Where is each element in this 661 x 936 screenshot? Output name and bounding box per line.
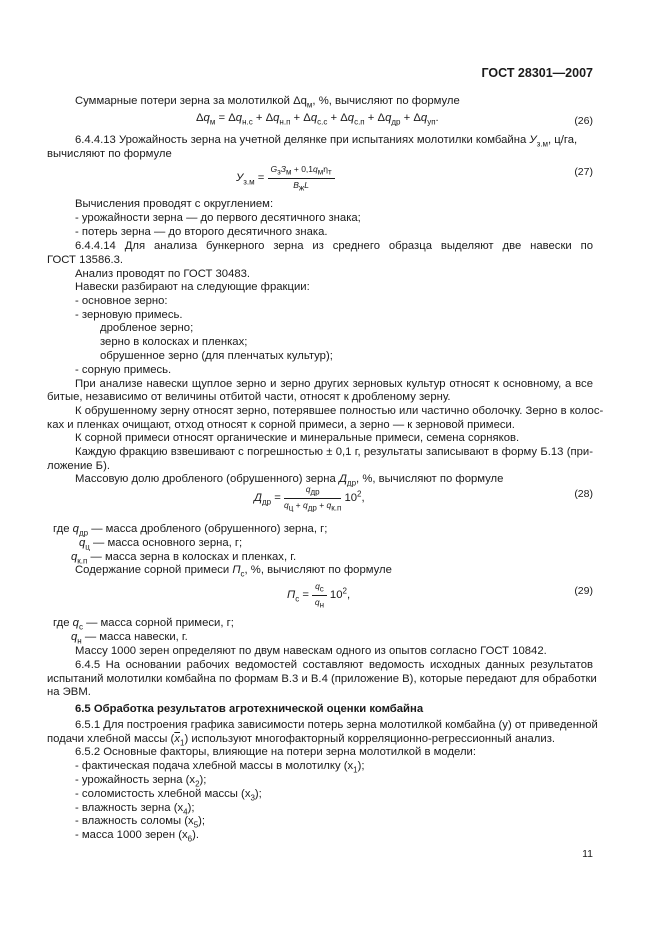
- equation-number: (26): [574, 115, 593, 127]
- where-line: $q_ц$ — масса основного зерна, г;: [79, 537, 243, 552]
- text-line: битые, независимо от величины отбитой части, относят к дробленому зерну.: [47, 391, 451, 403]
- text-line: дробленое зерно;: [100, 322, 194, 334]
- text-line: вычисляют по формуле: [47, 148, 172, 160]
- standard-header: ГОСТ 28301—2007: [481, 66, 593, 80]
- factor-item: - урожайность зерна $(x_2)$;: [75, 774, 207, 789]
- text-line: Массу 1000 зерен определяют по двум навескам одного из опытов согласно ГОСТ 10842.: [75, 645, 547, 657]
- text-line: Содержание сорной примеси $П_с$, %, вычисляют по формуле: [75, 564, 392, 579]
- formula-26: $\Delta q_м = \Delta q_{н.с} + \Delta q_{н.п} + \Delta q_{с.с} + \Delta q_{с.п} + \Delta q_{др} + \Delta q_{уп}$.: [196, 112, 439, 127]
- text-line: Суммарные потери зерна за молотилкой $\Delta q_м$, %, вычисляют по формуле: [75, 95, 460, 110]
- text-line: на ЭВМ.: [47, 686, 91, 698]
- text-line: 6.4.5 На основании рабочих ведомостей составляют ведомость исходных данных результатов: [75, 659, 593, 671]
- section-heading: 6.5 Обработка результатов агротехнической оценки комбайна: [75, 703, 424, 715]
- text-line: - сорную примесь.: [75, 364, 172, 376]
- text-line: испытаний молотилки комбайна по формам В.3 и В.4 (приложение В), которые передают для обработки: [47, 673, 597, 685]
- formula-28: $Д_{др}$ = $\frac{q_{др}}{q_ц + q_{др} + q_{к.п}}$ $10^2$,: [254, 484, 365, 513]
- text-line: - зерновую примесь.: [75, 309, 183, 321]
- text-line: При анализе навески щуплое зерно и зерно других зерновых культур относят к основному, а все: [75, 378, 593, 390]
- where-line: $q_{к.п}$ — масса зерна в колосках и пленках, г.: [71, 551, 297, 566]
- text-line: 6.4.4.13 Урожайность зерна на учетной делянке при испытаниях молотилки комбайна $У_{з.м}$, ц/га,: [75, 134, 578, 149]
- where-line: где $q_{др}$ — масса дробленого (обрушенного) зерна, г;: [53, 523, 328, 538]
- text-line: ках и пленках очищают, отход относят к сорной примеси, а зерно — к зерновой примеси.: [47, 419, 515, 431]
- page-number: 11: [582, 848, 593, 860]
- text-line: К сорной примеси относят органические и минеральные примеси, семена сорняков.: [75, 432, 520, 444]
- text-line: - урожайности зерна — до первого десятичного знака;: [75, 212, 361, 224]
- text-line: ложение Б).: [47, 460, 110, 472]
- text-line: зерно в колосках и пленках;: [100, 336, 248, 348]
- factor-item: - влажность зерна $(x_4)$;: [75, 802, 195, 817]
- factor-item: - фактическая подача хлебной массы в молотилку $(x_1)$;: [75, 760, 365, 775]
- text-line: Навески разбирают на следующие фракции:: [75, 281, 310, 293]
- text-line: 6.5.2 Основные факторы, влияющие на потери зерна молотилкой в модели:: [75, 746, 476, 758]
- equation-number: (28): [574, 488, 593, 500]
- text-line: - основное зерно:: [75, 295, 168, 307]
- text-line: Вычисления проводят с округлением:: [75, 198, 274, 210]
- formula-29: $П_с$ = $\frac{q_с}{q_н}$ $10^2$,: [287, 581, 351, 610]
- equation-number: (27): [574, 166, 593, 178]
- text-line: ГОСТ 13586.3.: [47, 254, 124, 266]
- text-line: 6.4.4.14 Для анализа бункерного зерна из среднего образца выделяют две навески по: [75, 240, 593, 252]
- text-line: Анализ проводят по ГОСТ 30483.: [75, 268, 251, 280]
- factor-item: - масса 1000 зерен $(x_6)$.: [75, 829, 199, 844]
- text-line: Массовую долю дробленого (обрушенного) зерна $Д_{др}$, %, вычисляют по формуле: [75, 473, 504, 488]
- factor-item: - влажность соломы $(x_5)$;: [75, 815, 206, 830]
- text-line: - потерь зерна — до второго десятичного знака.: [75, 226, 328, 238]
- formula-27: $У_{з.м}$ = $\frac{G_зЗ_м + 0,1q_м\eta_т}{B_жL}$: [236, 164, 335, 192]
- text-line: обрушенное зерно (для пленчатых культур);: [100, 350, 333, 362]
- text-line: 6.5.1 Для построения графика зависимости потерь зерна молотилкой комбайна (y) от приведенной: [75, 719, 598, 731]
- where-line: $q_н$ — масса навески, г.: [71, 631, 188, 646]
- where-line: где $q_с$ — масса сорной примеси, г;: [53, 617, 234, 632]
- text-line: Каждую фракцию взвешивают с погрешностью ± 0,1 г, результаты записывают в форму Б.13 (при-: [75, 446, 593, 458]
- text-line: подачи хлебной массы $(\overline{x}_1)$ используют многофакторный корреляционно-регрессионный анализ.: [47, 733, 556, 748]
- factor-item: - соломистость хлебной массы $(x_3)$;: [75, 788, 262, 803]
- text-line: К обрушенному зерну относят зерно, потерявшее полностью или частично оболочку. Зерно в колос-: [75, 405, 604, 417]
- equation-number: (29): [574, 585, 593, 597]
